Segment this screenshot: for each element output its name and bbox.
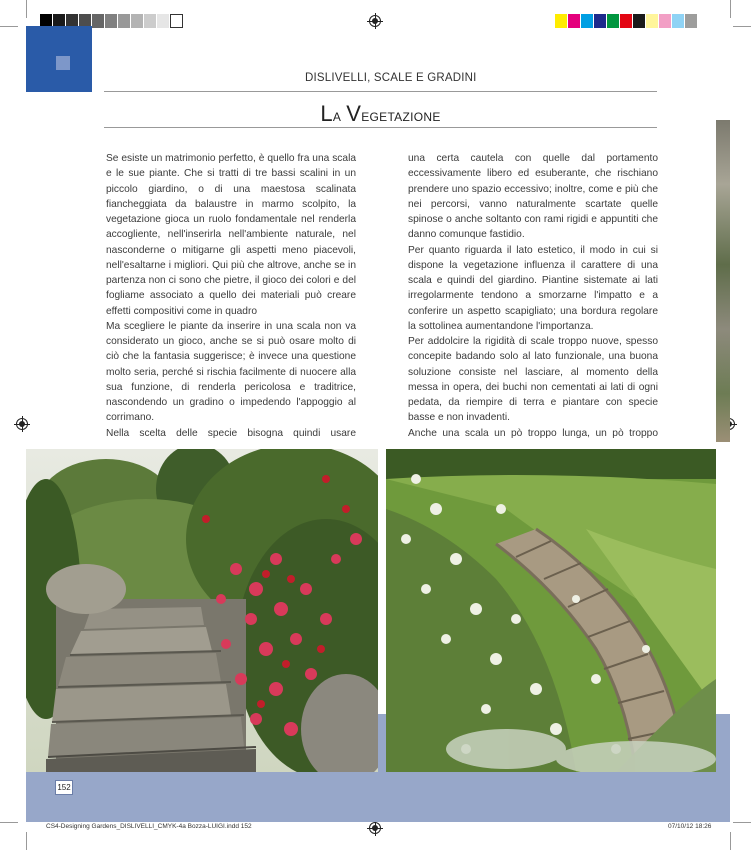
title-part: a: [332, 106, 347, 125]
chapter-color-block: [26, 26, 92, 92]
paragraph: Se esiste un matrimonio perfetto, è quello fra una scala e le sue piante. Che si tratti di tre bassi scalini in un piccolo giardino, o di una maestosa scalinata fiancheggiata da balaustre in marmo scolpito, la vegetazione gioca un ruolo fondamentale nel renderla accogliente, nell'inserirla nell'ambiente naturale, nel nasconderne o mitigarne gli aspetti meno piacevoli, nell'esaltarne i migliori. Qui più che altrove, anche se in partenza non ci sono che pietre, il gioco dei colori e del fogliame associato a quello dei materiali può creare effetti compositivi come in quadro: [106, 153, 356, 317]
title-divider: [104, 127, 657, 128]
gray-swatch: [157, 14, 170, 28]
crop-mark: [730, 0, 731, 18]
page-number: 152: [55, 780, 73, 795]
registration-mark-left: [16, 418, 28, 430]
gray-swatch: [92, 14, 105, 28]
color-swatch: [659, 14, 672, 28]
crop-mark: [733, 822, 751, 823]
registration-mark-top: [369, 15, 381, 27]
paragraph: Nella scelta delle specie bisogna quindi usare: [106, 427, 356, 439]
header-divider: [104, 91, 657, 92]
paragraph: Per quanto riguarda il lato estetico, il modo in cui si dispone la vegetazione influenza il carattere di una scala e quindi del giardino. Piantine sistemate ai lati irregolarmente tendono a smorzarne l'impatto e a conferire un aspetto scapigliato; una bordura regolare la sottolinea aumentandone l'importanza.: [408, 244, 658, 332]
crop-mark: [0, 822, 18, 823]
gray-swatch: [118, 14, 131, 28]
gray-swatch: [131, 14, 144, 28]
crop-mark: [26, 0, 27, 18]
text-column-right: [408, 151, 658, 441]
color-swatch: [685, 14, 698, 28]
side-photo-strip: [716, 120, 730, 442]
paragraph: Ma scegliere le piante da inserire in una scala non va considerato un gioco, anche se si può osare molto di ciò che la fantasia suggerisce; è invece una questione molto seria, perché si rischia facilmente di nuocere alla sua funzione, di renderla pericolosa e traditrice, nascondendo un gradino o impedendo l'appoggio al corrimano.: [106, 320, 356, 424]
title-initial: V: [346, 101, 362, 126]
color-swatch: [555, 14, 568, 28]
text-column-left: [106, 151, 356, 441]
paragraph: Anche una scala un pò troppo lunga, un pò troppo: [408, 427, 658, 439]
gray-swatch: [170, 14, 183, 28]
footer-date: 07/10/12 18:26: [668, 823, 712, 830]
color-swatch: [633, 14, 646, 28]
crop-mark: [26, 832, 27, 850]
color-swatch: [581, 14, 594, 28]
title-part: egetazione: [361, 106, 441, 125]
gray-swatch: [105, 14, 118, 28]
color-calibration-bar: [555, 14, 698, 28]
section-header: DISLIVELLI, SCALE E GRADINI: [305, 72, 477, 84]
photo-curved-stair-lawn: [386, 449, 716, 772]
page-title: [104, 101, 657, 127]
photo-stone-steps-flowers: [26, 449, 378, 772]
color-swatch: [594, 14, 607, 28]
registration-mark-bottom: [369, 822, 381, 834]
footer-file-slug: CS4-Designing Gardens_DISLIVELLI_CMYK-4a Bozza-LUIGI.indd 152: [46, 823, 252, 830]
color-swatch: [672, 14, 685, 28]
crop-mark: [733, 26, 751, 27]
crop-mark: [0, 26, 18, 27]
color-swatch: [607, 14, 620, 28]
color-swatch: [620, 14, 633, 28]
title-initial: L: [320, 101, 333, 126]
paragraph: una certa cautela con quelle dal portamento eccessivamente libero ed esuberante, che rischiano prendere uno spazio eccessivo; inoltre, come e più che nei percorsi, vanno naturalmente scartate quelle spinose o anche soltanto con rami rigidi e appuntiti che danno comunque fastidio.: [408, 153, 658, 241]
gray-swatch: [144, 14, 157, 28]
color-swatch: [646, 14, 659, 28]
color-swatch: [568, 14, 581, 28]
paragraph: Per addolcire la rigidità di scale troppo nuove, spesso concepite badando solo al lato funzionale, una buona soluzione consiste nel lasciare, al momento della messa in opera, dei buchi non cementati ai lati di ogni pedata, da riempire di terra e piantare con specie basse e non invadenti.: [408, 336, 658, 424]
crop-mark: [730, 832, 731, 850]
